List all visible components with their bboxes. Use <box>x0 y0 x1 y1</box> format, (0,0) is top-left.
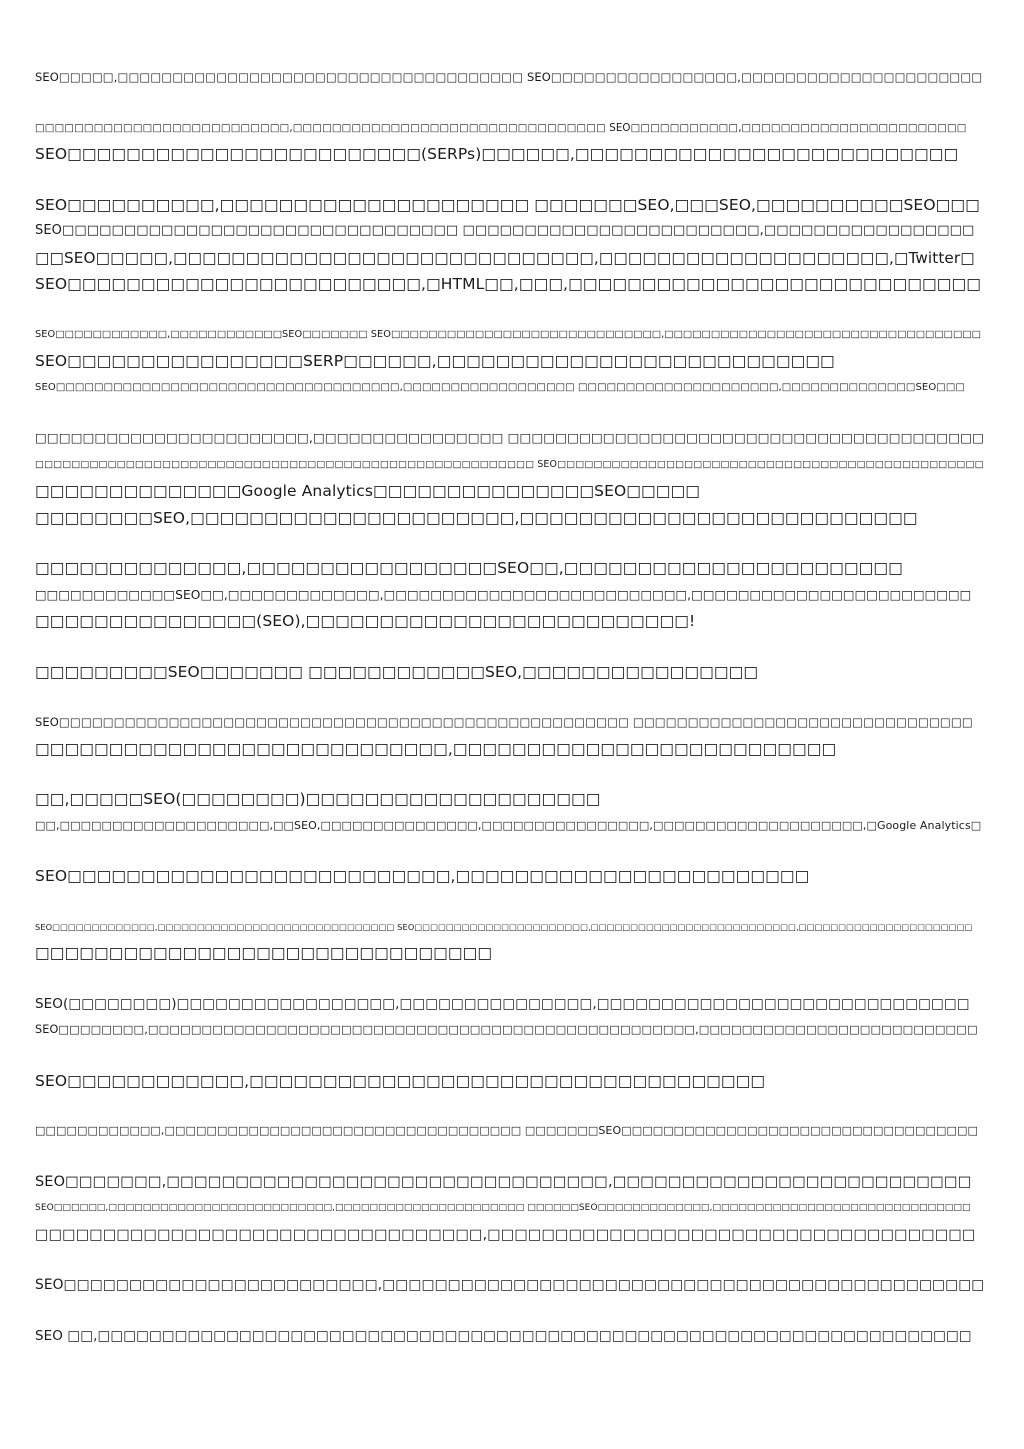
text-line: SEO□□□□□□□□□□□□□□□□□□□□□□□□□□□□□□□□ □□□□□□□□□□□□□□□□□□□□□□□□,□□□□□□□□□□□□□□□□□ <box>35 223 975 238</box>
text-line: SEO□□□□□□□□□□□□,□□□□□□□□□□□□SEO□□□□□□□ SEO□□□□□□□□□□□□□□□□□□□□□□□□□□□□□,□□□□□□□□□□□□□□□□□□□□□□□□□□□□□□□□□□ <box>35 328 981 340</box>
text-line: SEO□□□□□□□□□□□□□,□□□□□□□□□□□□□□□□□□□□□□□□□□□□□□ SEO□□□□□□□□□□□□□□□□□□□□□□,□□□□□□□□□□□□□□□□□□□□□□□□□□,□□□□□□□□□□□□□□□□□□□□□□ <box>35 921 973 932</box>
text-line: □□□□□□□□□SEO□□□□□□□ □□□□□□□□□□□□SEO,□□□□□□□□□□□□□□□□ <box>35 662 759 681</box>
text-line: □□□□□□□□□□□□□□□□□□□□□□□,□□□□□□□□□□□□□□□□ □□□□□□□□□□□□□□□□□□□□□□□□□□□□□□□□□□□□□□□□ <box>35 430 985 445</box>
paragraph-2 <box>35 115 967 168</box>
paragraph-9 <box>35 786 982 839</box>
text-line: SEO□□□□□□□□□□□□□□□□□□□□□□□□,□HTML□□,□□□,□□□□□□□□□□□□□□□□□□□□□□□□□□□□ <box>35 275 981 293</box>
document-body <box>35 64 985 1349</box>
text-line: □□□□□□□□□□□□□□□□□□□□□□□□□□,□□□□□□□□□□□□□□□□□□□□□□□□□□□□□□□□ SEO□□□□□□□□□□□,□□□□□□□□□□□□□□□□□□□□□□□ <box>35 121 967 134</box>
text-line: SEO□□□□□□□□,□□□□□□□□□□□□□□□□□□□□□□□□□□□□□□□□□□□□□□□□□□□□□□□□□□□,□□□□□□□□□□□□□□□□□□□□□□□□□□ <box>35 1023 978 1036</box>
text-line: SEO□□□□□□□□□□□□,□□□□□□□□□□□□□□□□□□□□□□□□□□□□□□□□□□□ <box>35 1071 766 1090</box>
paragraph-11 <box>35 914 973 967</box>
paragraph-10 <box>35 863 964 890</box>
paragraph-13 <box>35 1068 964 1095</box>
text-line: □□SEO□□□□□,□□□□□□□□□□□□□□□□□□□□□□□□□□□□□,□□□□□□□□□□□□□□□□□□□□,□Twitter□ <box>35 248 975 267</box>
paragraph-16 <box>35 1272 985 1299</box>
text-line: □□□□□□□□SEO,□□□□□□□□□□□□□□□□□□□□□□,□□□□□□□□□□□□□□□□□□□□□□□□□□□ <box>35 508 918 527</box>
paragraph-7 <box>35 659 964 686</box>
paragraph-1 <box>35 64 983 91</box>
text-line: SEO□□□□□□□□□□,□□□□□□□□□□□□□□□□□□□□□ □□□□□□□SEO,□□□SEO,□□□□□□□□□□SEO□□□ <box>35 195 980 214</box>
text-line: □□□□□□□□□□□□□□□□□□□□□□□□□□□□□□□ <box>35 944 493 962</box>
text-line: □□,□□□□□□□□□□□□□□□□□□□□,□□SEO,□□□□□□□□□□□□□□□,□□□□□□□□□□□□□□□□,□□□□□□□□□□□□□□□□□□□□,□Google Analytics□ <box>35 818 982 832</box>
text-line: SEO□□□□□□□□□□□□□□□□□□□□□□□□,□□□□□□□□□□□□□□□□□□□□□□□□□□□□□□□□□□□□□□□□□□□□□□ <box>35 1277 985 1293</box>
paragraph-5 <box>35 425 985 531</box>
text-line: SEO(□□□□□□□□)□□□□□□□□□□□□□□□□□,□□□□□□□□□□□□□□□,□□□□□□□□□□□□□□□□□□□□□□□□□□□□□ <box>35 995 970 1012</box>
text-line: SEO□□□□□□□□□□□□□□□□□□□□□□□□□□,□□□□□□□□□□□□□□□□□□□□□□□□ <box>35 867 810 885</box>
text-line: SEO □□,□□□□□□□□□□□□□□□□□□□□□□□□□□□□□□□□□□□□□□□□□□□□□□□□□□□□□□□□□□□□□□□□□□□□ <box>35 1327 972 1344</box>
text-line: □□□□□□□□□□□□□□□□□□□□□□□□□□□□,□□□□□□□□□□□□□□□□□□□□□□□□□□ <box>35 739 837 758</box>
text-line: SEO□□□□□□□□□□□□□□□□□□□□□□□□□□□□□□□□□□□□□□□□□□□□□□□□□□□□ □□□□□□□□□□□□□□□□□□□□□□□□□□□□□□□ <box>35 715 973 729</box>
text-line: □□□□□□□□□□□□□□,□□□□□□□□□□□□□□□□□SEO□□,□□□□□□□□□□□□□□□□□□□□□□□ <box>35 559 903 577</box>
paragraph-3 <box>35 192 981 298</box>
paragraph-12 <box>35 991 978 1044</box>
paragraph-15 <box>35 1169 976 1249</box>
paragraph-4 <box>35 322 981 402</box>
text-line: □□□□□□□□□□□□□□Google Analytics□□□□□□□□□□□□□□□SEO□□□□□ <box>35 482 701 500</box>
text-line: □□□□□□□□□□□□□□□(SEO),□□□□□□□□□□□□□□□□□□□□□□□□□□! <box>35 612 696 630</box>
paragraph-17 <box>35 1323 972 1350</box>
text-line: SEO□□□□□□,□□□□□□□□□□□□□□□□□□□□□□□□□□,□□□□□□□□□□□□□□□□□□□□□□ □□□□□□SEO□□□□□□□□□□□□□,□□□□□□□□□□□□□□□□□□□□□□□□□□□□□□ <box>35 1203 971 1213</box>
text-line: □□□□□□□□□□□□□□□□□□□□□□□□□□□□□□□□□□□□□□□□□□□□□□□□□□□□□□□ SEO□□□□□□□□□□□□□□□□□□□□□□□□□□□□□□□□□□□□□□□□□□□□□□□ <box>35 458 984 470</box>
text-line: □□,□□□□□SEO(□□□□□□□□)□□□□□□□□□□□□□□□□□□□□ <box>35 790 601 808</box>
paragraph-6 <box>35 555 972 635</box>
text-line: □□□□□□□□□□□□SEO□□,□□□□□□□□□□□□□,□□□□□□□□□□□□□□□□□□□□□□□□□□,□□□□□□□□□□□□□□□□□□□□□□□□ <box>35 587 972 602</box>
text-line: □□□□□□□□□□□□,□□□□□□□□□□□□□□□□□□□□□□□□□□□□□□□□□□ □□□□□□□SEO□□□□□□□□□□□□□□□□□□□□□□□□□□□□□□□□□□ <box>35 1124 978 1137</box>
text-line: □□□□□□□□□□□□□□□□□□□□□□□□□□□□□□□□□,□□□□□□□□□□□□□□□□□□□□□□□□□□□□□□□□□□□□ <box>35 1226 976 1243</box>
paragraph-14 <box>35 1118 978 1145</box>
paragraph-8 <box>35 709 973 762</box>
text-line: SEO□□□□□□□□□□□□□□□□SERP□□□□□□,□□□□□□□□□□□□□□□□□□□□□□□□□□□ <box>35 352 835 370</box>
text-line: SEO□□□□□,□□□□□□□□□□□□□□□□□□□□□□□□□□□□□□□□□□□□□ SEO□□□□□□□□□□□□□□□□□,□□□□□□□□□□□□□□□□□□□□□□ <box>35 70 983 84</box>
text-line: SEO□□□□□□□□□□□□□□□□□□□□□□□□(SERPs)□□□□□□,□□□□□□□□□□□□□□□□□□□□□□□□□□ <box>35 145 959 163</box>
text-line: SEO□□□□□□□,□□□□□□□□□□□□□□□□□□□□□□□□□□□□□□□□,□□□□□□□□□□□□□□□□□□□□□□□□□□ <box>35 1173 972 1190</box>
text-line: SEO□□□□□□□□□□□□□□□□□□□□□□□□□□□□□□□□□□□□,□□□□□□□□□□□□□□□□□□ □□□□□□□□□□□□□□□□□□□□□,□□□□□□□□□□□□□□SEO□□□ <box>35 381 965 393</box>
